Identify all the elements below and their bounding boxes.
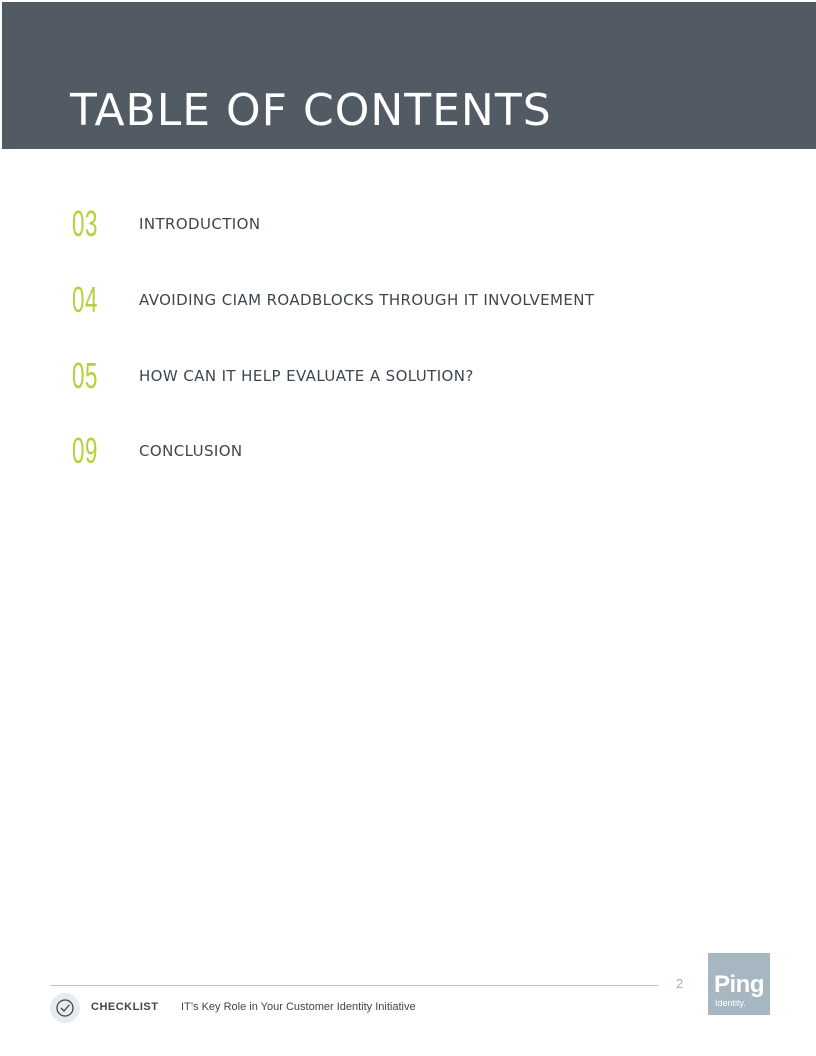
toc-entry-evaluate-solution[interactable] [0,352,700,402]
toc-page-number: 09 [72,430,99,471]
toc-page-number: 03 [72,203,99,244]
toc-entry-label: CONCLUSION [139,442,243,460]
toc-entry-conclusion[interactable] [0,427,700,477]
toc-entry-avoiding-ciam-roadblocks[interactable] [0,276,700,326]
toc-entry-label: INTRODUCTION [139,215,261,233]
footer-doc-title: IT’s Key Role in Your Customer Identity Initiative [181,1001,416,1013]
logo-wordmark: Ping [714,971,764,998]
footer-divider [50,985,658,986]
checkmark-circle-icon [50,993,80,1023]
page-title: TABLE OF CONTENTS [70,85,552,136]
footer-doc-type: CHECKLIST [91,1001,159,1013]
ping-identity-logo [708,953,770,1015]
page-number: 2 [676,976,684,991]
toc-entry-introduction[interactable] [0,200,700,250]
toc-page-number: 05 [72,355,99,396]
logo-tagline: Identity. [715,998,746,1008]
toc-page-number: 04 [72,279,99,320]
toc-entry-label: AVOIDING CIAM ROADBLOCKS THROUGH IT INVOLVEMENT [139,291,595,309]
toc-entry-label: HOW CAN IT HELP EVALUATE A SOLUTION? [139,367,474,385]
